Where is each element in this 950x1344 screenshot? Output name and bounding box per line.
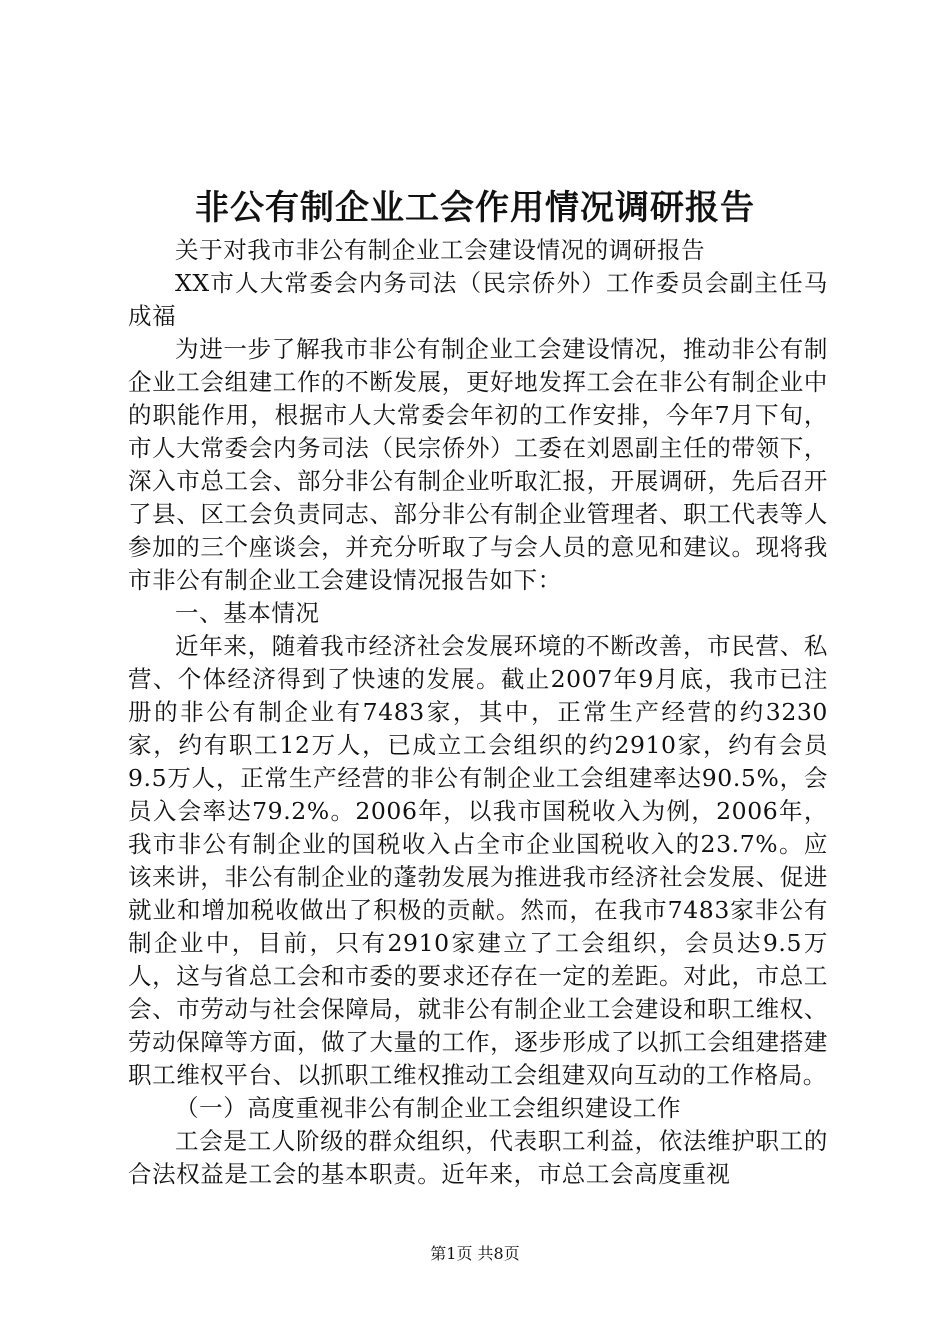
body-paragraph: 工会是工人阶级的群众组织，代表职工利益，依法维护职工的合法权益是工会的基本职责。近年来，市总工会高度重视 [128, 1127, 828, 1188]
page-footer: 第1页 共8页 [430, 1244, 520, 1263]
author-paragraph: XX市人大常委会内务司法（民宗侨外）工作委员会副主任马成福 [128, 269, 828, 330]
subsection-heading: （一）高度重视非公有制企业工会组织建设工作 [175, 1094, 682, 1122]
document-title: 非公有制企业工会作用情况调研报告 [195, 188, 755, 228]
section-heading: 一、基本情况 [175, 599, 320, 627]
intro-paragraph: 为进一步了解我市非公有制企业工会建设情况，推动非公有制企业工会组建工作的不断发展，更好地发挥工会在非公有制企业中的职能作用，根据市人大常委会年初的工作安排，今年7月下旬，市人大常委会内务司法（民宗侨外）工委在刘恩副主任的带领下，深入市总工会、部分非公有制企业听取汇报，开展调研，先后召开了县、区工会负责同志、部分非公有制企业管理者、职工代表等人参加的三个座谈会，并充分听取了与会人员的意见和建议。现将我市非公有制企业工会建设情况报告如下： [128, 335, 828, 594]
document-body [128, 234, 828, 1191]
subtitle-paragraph: 关于对我市非公有制企业工会建设情况的调研报告 [175, 236, 706, 264]
body-paragraph: 近年来，随着我市经济社会发展环境的不断改善，市民营、私营、个体经济得到了快速的发展。截止2007年9月底，我市已注册的非公有制企业有7483家，其中，正常生产经营的约3230家，约有职工12万人，已成立工会组织的约2910家，约有会员9.5万人，正常生产经营的非公有制企业工会组建率达90.5%，会员入会率达79.2%。2006年，以我市国税收入为例，2006年，我市非公有制企业的国税收入占全市企业国税收入的23.7%。应该来讲，非公有制企业的蓬勃发展为推进我市经济社会发展、促进就业和增加税收做出了积极的贡献。然而，在我市7483家非公有制企业中，目前，只有2910家建立了工会组织，会员达9.5万人，这与省总工会和市委的要求还存在一定的差距。对此，市总工会、市劳动与社会保障局，就非公有制企业工会建设和职工维权、劳动保障等方面，做了大量的工作，逐步形成了以抓工会组建搭建职工维权平台、以抓职工维权推动工会组建双向互动的工作格局。 [128, 632, 828, 1089]
